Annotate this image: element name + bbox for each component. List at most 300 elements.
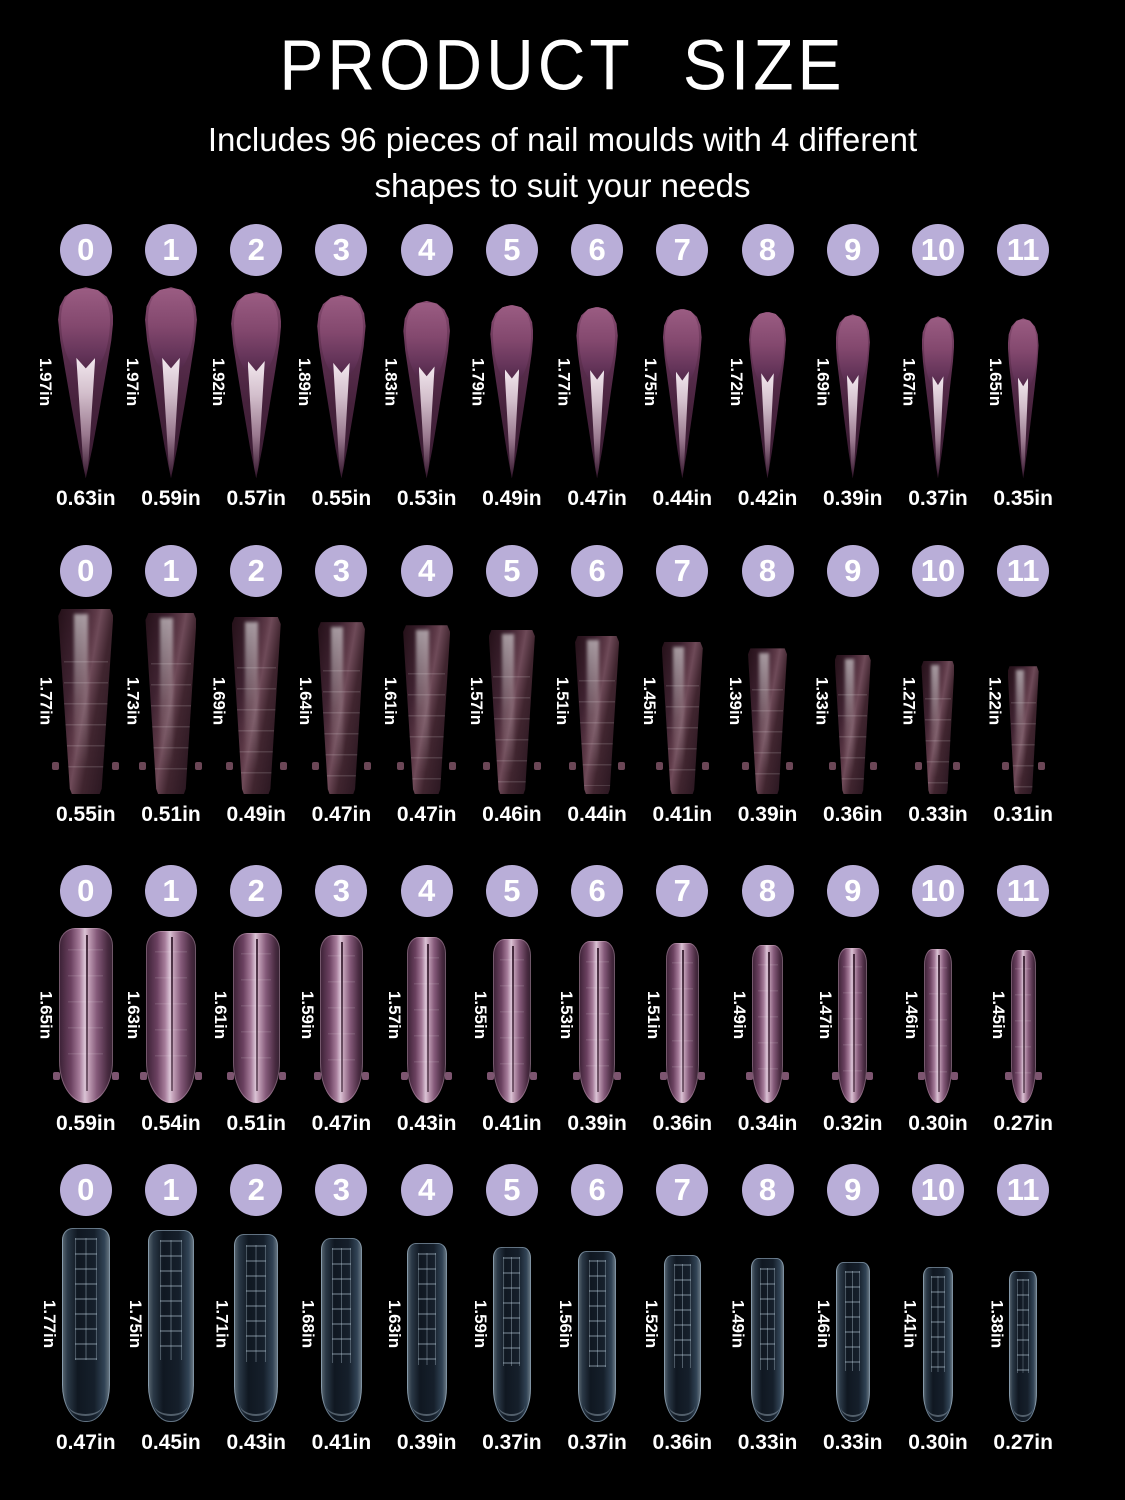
size-number: 7: [673, 873, 691, 909]
size-column: [36, 545, 116, 827]
width-label: 0.39in: [567, 1112, 627, 1136]
nail-tip-image: [576, 307, 617, 479]
nail-zone: [899, 607, 954, 794]
width-label: 0.39in: [822, 487, 883, 511]
size-number: 1: [162, 232, 180, 268]
size-number-badge: [571, 545, 623, 597]
size-column: [988, 865, 1053, 1136]
side-tabs-icon: [140, 1072, 202, 1080]
size-number-badge: [742, 1164, 794, 1216]
size-column: [557, 865, 627, 1136]
page-title: PRODUCT SIZE: [279, 24, 846, 105]
width-label: 0.37in: [567, 1431, 627, 1455]
size-column: [466, 545, 542, 827]
width-label: 0.37in: [908, 487, 968, 511]
length-label: 1.47in: [816, 991, 836, 1040]
size-number: 11: [1006, 1172, 1040, 1208]
size-number: 11: [1006, 232, 1040, 268]
size-column: [36, 224, 116, 511]
size-number-badge: [827, 865, 879, 917]
size-number-badge: [145, 865, 197, 917]
length-label: 1.55in: [471, 991, 491, 1040]
nail-zone: [123, 607, 196, 794]
size-column: [812, 545, 883, 827]
nail-tip-image: [403, 301, 450, 479]
nail-tip-image: [490, 305, 533, 479]
size-number: 10: [920, 553, 956, 589]
length-label: 1.61in: [210, 991, 230, 1040]
nail-zone: [36, 286, 113, 478]
width-label: 0.30in: [908, 1112, 968, 1136]
size-number-badge: [912, 865, 964, 917]
nail-zone: [641, 1226, 701, 1422]
size-number: 5: [503, 553, 521, 589]
nail-zone: [209, 286, 281, 478]
size-number: 2: [247, 232, 265, 268]
size-column: [381, 224, 457, 511]
width-label: 0.33in: [737, 1431, 798, 1455]
nail-zone: [471, 1226, 531, 1422]
size-number-badge: [571, 1164, 623, 1216]
nail-zone: [553, 607, 619, 794]
nail-zone: [384, 927, 447, 1103]
size-number: 3: [332, 1172, 351, 1208]
length-label: 1.89in: [295, 358, 315, 407]
size-column: [381, 545, 457, 827]
size-number: 2: [247, 1172, 265, 1208]
length-label: 1.77in: [39, 1300, 59, 1349]
size-number: 10: [920, 1172, 956, 1208]
side-tabs-icon: [487, 1072, 537, 1080]
nail-tip-image: [578, 1251, 616, 1423]
nail-tip-image: [663, 309, 702, 479]
side-tabs-icon: [915, 762, 960, 770]
size-number-badge: [315, 545, 367, 597]
width-label: 0.41in: [311, 1431, 372, 1455]
size-number-badge: [486, 1164, 538, 1216]
nail-zone: [554, 286, 617, 478]
size-number-badge: [997, 1164, 1049, 1216]
nail-zone: [985, 286, 1039, 478]
nail-tip-image: [662, 642, 703, 794]
nail-tip-image: [751, 1258, 785, 1422]
size-row-coffin: [0, 545, 1125, 827]
size-number: 6: [588, 1172, 606, 1208]
nail-tip-image: [317, 295, 365, 478]
length-label: 1.56in: [556, 1300, 576, 1349]
width-label: 0.47in: [311, 1112, 372, 1136]
nail-zone: [210, 927, 280, 1103]
size-number: 4: [418, 1172, 436, 1208]
size-column: [209, 224, 286, 511]
size-column: [553, 545, 627, 827]
size-column: [556, 1164, 627, 1455]
length-label: 1.46in: [813, 1300, 833, 1349]
nail-zone: [727, 286, 786, 478]
size-column: [813, 224, 883, 511]
nail-zone: [126, 1226, 194, 1422]
size-number-badge: [656, 865, 708, 917]
size-column: [985, 545, 1053, 827]
size-number-badge: [401, 865, 453, 917]
nail-zone: [728, 1226, 785, 1422]
length-label: 1.67in: [899, 358, 919, 407]
length-label: 1.57in: [466, 676, 486, 725]
length-label: 1.49in: [728, 1300, 748, 1349]
nail-zone: [295, 607, 365, 794]
size-number-badge: [401, 224, 453, 276]
nail-zone: [295, 286, 365, 478]
length-label: 1.92in: [209, 358, 229, 407]
size-row-capsule: [0, 865, 1125, 1136]
width-label: 0.45in: [141, 1431, 201, 1455]
length-label: 1.71in: [212, 1300, 232, 1349]
width-label: 0.59in: [56, 1112, 116, 1136]
length-label: 1.69in: [813, 358, 833, 407]
side-tabs-icon: [401, 1072, 453, 1080]
nail-tip-image: [922, 316, 955, 478]
size-column: [899, 545, 968, 827]
nail-tip-image: [836, 1262, 870, 1423]
size-number: 0: [77, 873, 95, 909]
width-label: 0.37in: [482, 1431, 542, 1455]
width-label: 0.47in: [56, 1431, 116, 1455]
length-label: 1.53in: [557, 991, 577, 1040]
size-column: [729, 865, 798, 1136]
nail-tip-image: [148, 1230, 194, 1423]
nail-zone: [466, 607, 535, 794]
size-number-badge: [315, 865, 367, 917]
length-label: 1.38in: [987, 1300, 1007, 1349]
side-tabs-icon: [312, 762, 371, 770]
size-number: 4: [418, 553, 436, 589]
size-number: 10: [920, 232, 956, 268]
size-chart: [0, 224, 1125, 1455]
size-number: 0: [77, 232, 95, 268]
nail-zone: [985, 607, 1039, 794]
width-label: 0.43in: [226, 1431, 286, 1455]
nail-zone: [209, 607, 281, 794]
width-label: 0.59in: [141, 487, 201, 511]
length-label: 1.97in: [36, 358, 56, 407]
size-number-badge: [230, 865, 282, 917]
size-number: 9: [844, 553, 862, 589]
width-label: 0.47in: [567, 487, 627, 511]
size-number-badge: [230, 545, 282, 597]
size-number: 8: [758, 1172, 777, 1208]
size-column: [813, 1164, 883, 1455]
nail-tip-image: [923, 1267, 954, 1422]
size-column: [987, 1164, 1053, 1455]
size-number-badge: [571, 224, 623, 276]
side-tabs-icon: [1002, 762, 1045, 770]
size-number-badge: [486, 865, 538, 917]
length-label: 1.27in: [899, 676, 919, 725]
size-column: [639, 545, 713, 827]
size-column: [816, 865, 883, 1136]
length-label: 1.41in: [900, 1300, 920, 1349]
size-number: 8: [758, 873, 777, 909]
side-tabs-icon: [483, 762, 541, 770]
width-label: 0.33in: [908, 803, 968, 827]
size-column: [210, 865, 286, 1136]
size-number-badge: [145, 224, 197, 276]
header: [0, 0, 1125, 210]
width-label: 0.44in: [567, 803, 627, 827]
side-tabs-icon: [746, 1072, 789, 1080]
nail-zone: [557, 927, 615, 1103]
nail-zone: [902, 927, 952, 1103]
width-label: 0.49in: [226, 803, 286, 827]
size-number: 5: [503, 232, 521, 268]
side-tabs-icon: [742, 762, 793, 770]
nail-zone: [813, 1226, 870, 1422]
nail-tip-image: [575, 636, 619, 795]
size-number-badge: [827, 1164, 879, 1216]
size-number: 5: [503, 1172, 521, 1208]
size-column: [384, 1164, 457, 1455]
size-number-badge: [912, 545, 964, 597]
subtitle-line-2: shapes to suit your needs: [374, 167, 751, 205]
size-column: [471, 1164, 542, 1455]
size-number-badge: [60, 865, 112, 917]
nail-zone: [124, 927, 196, 1103]
size-number: 7: [673, 1172, 691, 1208]
width-label: 0.55in: [56, 803, 116, 827]
side-tabs-icon: [1005, 1072, 1042, 1080]
length-label: 1.79in: [468, 358, 488, 407]
size-number-badge: [656, 224, 708, 276]
size-number-badge: [401, 1164, 453, 1216]
nail-zone: [36, 607, 113, 794]
width-label: 0.35in: [993, 487, 1053, 511]
nail-zone: [639, 607, 703, 794]
size-column: [899, 224, 968, 511]
length-label: 1.49in: [729, 991, 749, 1040]
size-number: 6: [588, 232, 606, 268]
nail-zone: [36, 927, 113, 1103]
size-column: [468, 224, 542, 511]
size-number-badge: [571, 865, 623, 917]
width-label: 0.44in: [652, 487, 713, 511]
size-number: 8: [758, 232, 777, 268]
size-number: 7: [673, 232, 691, 268]
width-label: 0.27in: [993, 1431, 1053, 1455]
size-column: [36, 865, 116, 1136]
width-label: 0.46in: [482, 803, 542, 827]
side-tabs-icon: [656, 762, 709, 770]
nail-zone: [640, 286, 702, 478]
size-number-badge: [486, 545, 538, 597]
nail-zone: [899, 286, 955, 478]
width-label: 0.51in: [226, 1112, 286, 1136]
length-label: 1.63in: [124, 991, 144, 1040]
width-label: 0.53in: [396, 487, 457, 511]
size-number-badge: [60, 224, 112, 276]
size-number: 9: [844, 1172, 862, 1208]
nail-zone: [987, 1226, 1037, 1422]
size-column: [295, 224, 372, 511]
side-tabs-icon: [53, 1072, 119, 1080]
length-label: 1.65in: [985, 358, 1005, 407]
nail-zone: [381, 607, 450, 794]
size-column: [126, 1164, 201, 1455]
length-label: 1.75in: [126, 1300, 146, 1349]
size-column: [727, 224, 798, 511]
side-tabs-icon: [660, 1072, 705, 1080]
nail-zone: [556, 1226, 616, 1422]
size-row-clear: [0, 1164, 1125, 1455]
nail-tip-image: [1009, 1271, 1037, 1423]
length-label: 1.52in: [641, 1300, 661, 1349]
width-label: 0.39in: [396, 1431, 457, 1455]
size-column: [985, 224, 1053, 511]
size-number-badge: [656, 545, 708, 597]
width-label: 0.33in: [822, 1431, 883, 1455]
nail-tip-image: [749, 312, 786, 479]
width-label: 0.31in: [993, 803, 1053, 827]
length-label: 1.64in: [295, 676, 315, 725]
nail-zone: [212, 1226, 278, 1422]
size-column: [124, 865, 201, 1136]
size-column: [295, 545, 372, 827]
size-column: [900, 1164, 968, 1455]
size-number: 1: [162, 553, 180, 589]
length-label: 1.68in: [298, 1300, 318, 1349]
nail-zone: [384, 1226, 447, 1422]
length-label: 1.97in: [123, 358, 143, 407]
size-number: 1: [162, 873, 180, 909]
size-number: 3: [332, 873, 351, 909]
size-column: [209, 545, 286, 827]
nail-zone: [39, 1226, 110, 1422]
size-number: 2: [247, 873, 265, 909]
width-label: 0.30in: [908, 1431, 968, 1455]
size-number-badge: [315, 224, 367, 276]
size-number: 10: [920, 873, 956, 909]
size-column: [726, 545, 798, 827]
nail-tip-image: [62, 1228, 110, 1423]
size-column: [384, 865, 457, 1136]
width-label: 0.36in: [652, 1431, 713, 1455]
length-label: 1.59in: [471, 1300, 491, 1349]
length-label: 1.77in: [554, 358, 574, 407]
nail-zone: [726, 607, 787, 794]
size-number: 6: [588, 873, 606, 909]
size-number-badge: [486, 224, 538, 276]
width-label: 0.49in: [482, 487, 542, 511]
size-number: 8: [758, 553, 777, 589]
page-subtitle: [0, 117, 1125, 211]
nail-tip-image: [664, 1255, 701, 1422]
nail-zone: [816, 927, 867, 1103]
side-tabs-icon: [52, 762, 119, 770]
length-label: 1.61in: [381, 676, 401, 725]
size-number: 5: [503, 873, 521, 909]
width-label: 0.51in: [141, 803, 201, 827]
nail-tip-image: [1008, 318, 1039, 478]
width-label: 0.41in: [652, 803, 713, 827]
nail-tip-image: [748, 648, 787, 794]
nail-zone: [988, 927, 1036, 1103]
size-number-badge: [656, 1164, 708, 1216]
side-tabs-icon: [226, 762, 287, 770]
length-label: 1.57in: [384, 991, 404, 1040]
nail-zone: [471, 927, 531, 1103]
length-label: 1.59in: [297, 991, 317, 1040]
size-number: 0: [77, 553, 95, 589]
size-number: 2: [247, 553, 265, 589]
subtitle-line-1: Includes 96 pieces of nail moulds with 4 different: [207, 120, 918, 158]
nail-tip-image: [145, 287, 197, 478]
nail-tip-image: [493, 1247, 531, 1422]
width-label: 0.47in: [396, 803, 457, 827]
side-tabs-icon: [832, 1072, 873, 1080]
width-label: 0.54in: [141, 1112, 201, 1136]
size-number-badge: [827, 545, 879, 597]
length-label: 1.51in: [643, 991, 663, 1040]
size-column: [641, 1164, 713, 1455]
size-number-badge: [997, 545, 1049, 597]
size-number-badge: [742, 224, 794, 276]
nail-tip-image: [835, 655, 871, 795]
width-label: 0.55in: [311, 487, 372, 511]
width-label: 0.36in: [652, 1112, 713, 1136]
size-number-badge: [60, 545, 112, 597]
nail-zone: [298, 1226, 363, 1422]
width-label: 0.27in: [993, 1112, 1053, 1136]
length-label: 1.73in: [123, 676, 143, 725]
width-label: 0.43in: [396, 1112, 457, 1136]
size-number: 0: [77, 1172, 95, 1208]
nail-tip-image: [231, 292, 281, 478]
nail-zone: [643, 927, 699, 1103]
size-column: [728, 1164, 798, 1455]
side-tabs-icon: [918, 1072, 958, 1080]
nail-zone: [297, 927, 363, 1103]
size-number: 4: [418, 873, 436, 909]
length-label: 1.46in: [902, 991, 922, 1040]
size-number-badge: [230, 224, 282, 276]
length-label: 1.83in: [381, 358, 401, 407]
nail-zone: [812, 607, 871, 794]
length-label: 1.33in: [812, 676, 832, 725]
size-number-badge: [827, 224, 879, 276]
nail-zone: [468, 286, 533, 478]
length-label: 1.51in: [553, 676, 573, 725]
width-label: 0.32in: [822, 1112, 883, 1136]
length-label: 1.45in: [988, 991, 1008, 1040]
size-number-badge: [60, 1164, 112, 1216]
side-tabs-icon: [227, 1072, 286, 1080]
side-tabs-icon: [829, 762, 877, 770]
width-label: 0.41in: [482, 1112, 542, 1136]
size-number: 3: [332, 232, 351, 268]
size-row-stiletto: [0, 224, 1125, 511]
size-number-badge: [315, 1164, 367, 1216]
nail-tip-image: [836, 314, 870, 478]
size-number-badge: [145, 545, 197, 597]
nail-zone: [813, 286, 870, 478]
size-number: 4: [418, 232, 436, 268]
size-number-badge: [145, 1164, 197, 1216]
size-column: [123, 224, 201, 511]
width-label: 0.39in: [737, 803, 798, 827]
nail-tip-image: [234, 1234, 278, 1422]
nail-tip-image: [407, 1243, 447, 1422]
size-number-badge: [912, 1164, 964, 1216]
length-label: 1.69in: [209, 676, 229, 725]
